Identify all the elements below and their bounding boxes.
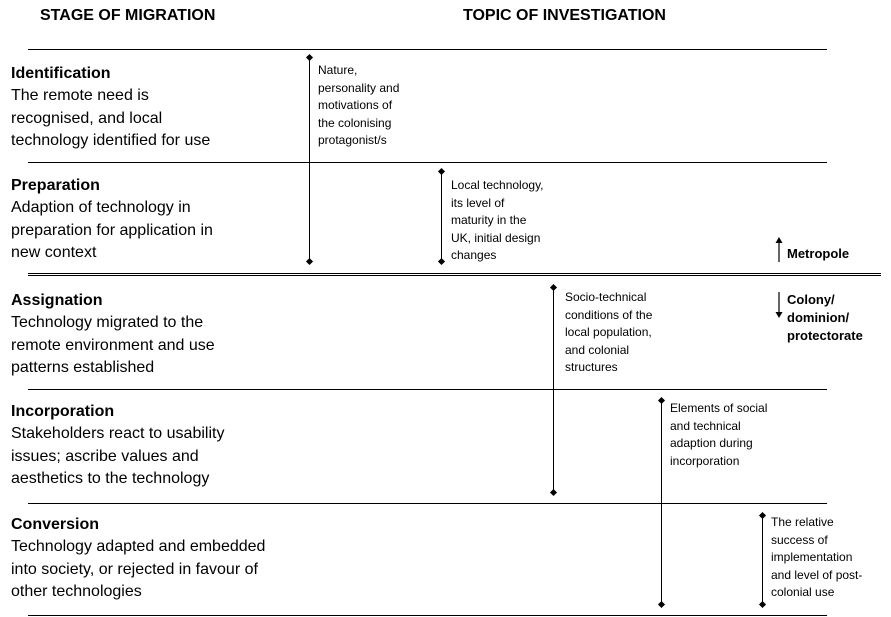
topic-protagonists: Nature, personality and motivations of the colonising protagonist/s	[318, 63, 400, 147]
stage-preparation	[11, 175, 301, 265]
row-divider-3	[28, 389, 827, 390]
stage-title: Preparation	[11, 177, 100, 194]
metropole-colony-divider	[28, 273, 881, 276]
stage-title: Incorporation	[11, 403, 115, 420]
topic-span-endpoint	[658, 397, 665, 404]
topic-span-line-4	[661, 400, 662, 604]
topic-socio-technical: Socio-technical conditions of the local population, and colonial structures	[565, 290, 653, 374]
stage-identification	[11, 63, 301, 153]
stage-title: Conversion	[11, 516, 100, 533]
stage-description: Technology adapted and embedded into society, or rejected in favour of other technologies	[11, 538, 266, 600]
metropole-label: Metropole	[787, 246, 850, 261]
topic-span-line-2	[441, 171, 442, 261]
topic-span-endpoint	[550, 489, 557, 496]
topic-social-technical-adaption: Elements of social and technical adaption during incorporation	[670, 401, 768, 468]
topic-local-technology: Local technology, its level of maturity in the UK, initial design changes	[451, 178, 544, 262]
stage-assignation	[11, 290, 301, 380]
topic-implementation-success: The relative success of implementation and level of post- colonial use	[771, 515, 863, 599]
row-divider-1	[28, 162, 827, 163]
topic-span-line-5	[762, 515, 763, 604]
topic-span-endpoint	[306, 258, 313, 265]
row-divider-4	[28, 503, 827, 504]
topic-span-endpoint	[438, 168, 445, 175]
topic-span-endpoint	[306, 54, 313, 61]
topic-span-endpoint	[759, 512, 766, 519]
topic-span-endpoint	[550, 284, 557, 291]
topic-span-endpoint	[658, 601, 665, 608]
arrow-down-icon	[775, 292, 783, 318]
stage-incorporation	[11, 401, 301, 491]
row-divider-top	[28, 49, 827, 50]
topic-span-line-3	[553, 287, 554, 492]
stage-description: Adaption of technology in preparation for application in new context	[11, 199, 213, 261]
stage-title: Identification	[11, 65, 111, 82]
arrow-up-icon	[775, 237, 783, 263]
stage-title: Assignation	[11, 292, 103, 309]
colony-label: Colony/ dominion/ protectorate	[787, 292, 863, 343]
topic-of-investigation-header: TOPIC OF INVESTIGATION	[463, 7, 666, 24]
stage-description: Stakeholders react to usability issues; ascribe values and aesthetics to the technology	[11, 425, 225, 487]
stage-description: The remote need is recognised, and local technology identified for use	[11, 87, 211, 149]
topic-span-endpoint	[438, 258, 445, 265]
stage-description: Technology migrated to the remote environment and use patterns established	[11, 314, 215, 376]
topic-span-endpoint	[759, 601, 766, 608]
topic-span-line-1	[309, 57, 310, 261]
stage-conversion	[11, 514, 301, 604]
row-divider-bottom	[28, 615, 827, 616]
stage-of-migration-header: STAGE OF MIGRATION	[40, 7, 216, 24]
